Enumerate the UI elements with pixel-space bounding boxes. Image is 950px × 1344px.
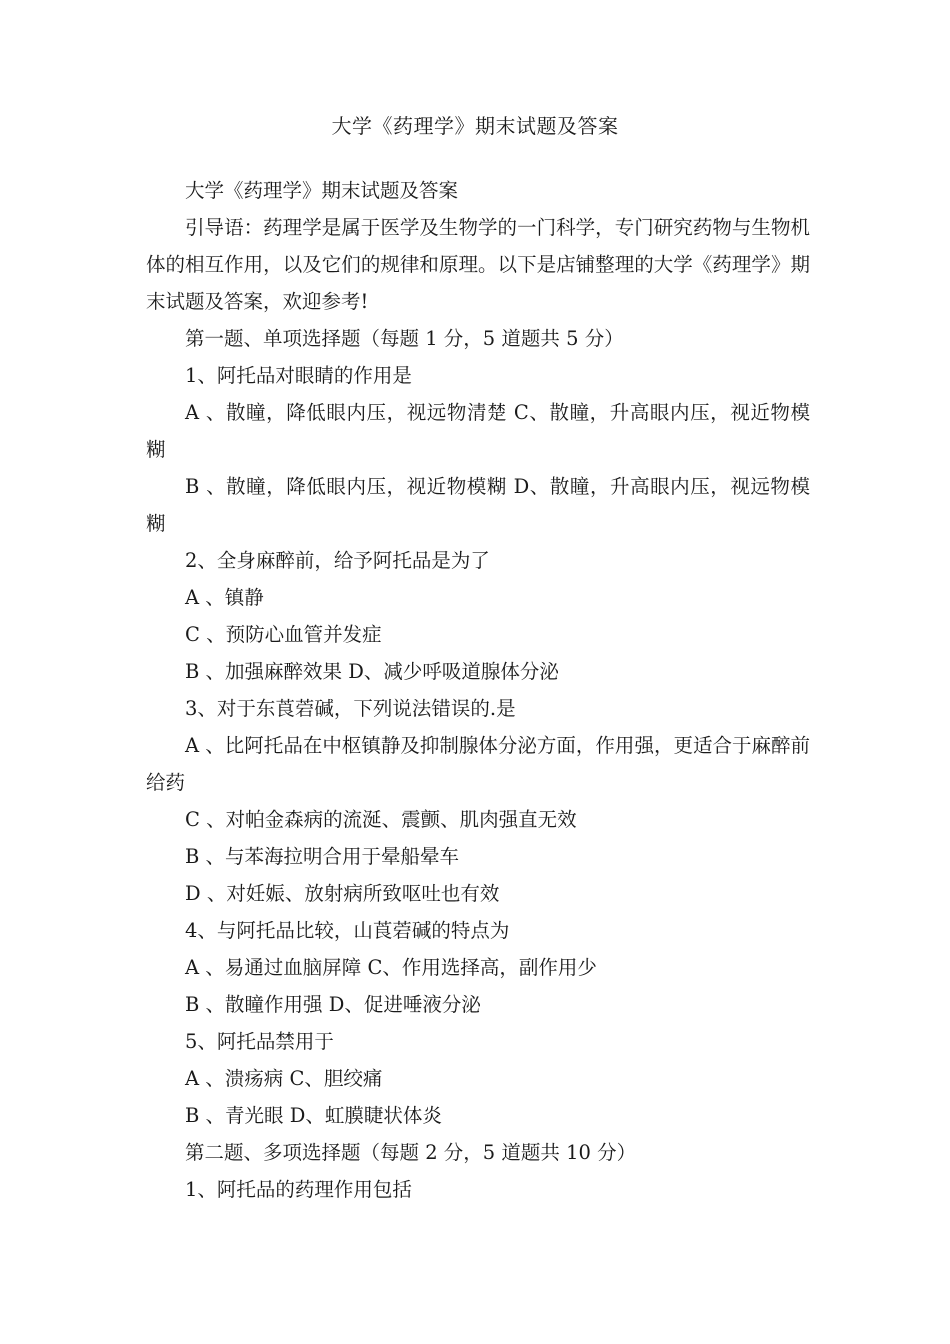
question-3-option-a: A 、比阿托品在中枢镇静及抑制腺体分泌方面，作用强，更适合于麻醉前给药 bbox=[146, 734, 810, 794]
question-1-options-bd: B 、散瞳，降低眼内压，视近物模糊 D、散瞳，升高眼内压，视远物模糊 bbox=[146, 475, 810, 535]
section-heading-single-choice: 第一题、单项选择题（每题 1 分，5 道题共 5 分） bbox=[185, 327, 624, 350]
question-4: 4、与阿托品比较，山莨菪碱的特点为 bbox=[185, 919, 510, 942]
question-5: 5、阿托品禁用于 bbox=[185, 1030, 334, 1053]
question-1: 1、阿托品对眼睛的作用是 bbox=[185, 364, 412, 387]
question-5-options-bd: B 、青光眼 D、虹膜睫状体炎 bbox=[185, 1104, 442, 1127]
question-3: 3、对于东莨菪碱，下列说法错误的.是 bbox=[185, 697, 516, 720]
paragraph-subtitle: 大学《药理学》期末试题及答案 bbox=[185, 179, 459, 202]
question-5-options-ac: A 、溃疡病 C、胆绞痛 bbox=[185, 1067, 383, 1090]
question-2: 2、全身麻醉前，给予阿托品是为了 bbox=[185, 549, 490, 572]
question-1-options-ac: A 、散瞳，降低眼内压，视远物清楚 C、散瞳，升高眼内压，视近物模糊 bbox=[146, 401, 810, 461]
question-4-options-ac: A 、易通过血脑屏障 C、作用选择高，副作用少 bbox=[185, 956, 597, 979]
question-2-option-a: A 、镇静 bbox=[185, 586, 264, 609]
question-3-option-d: D 、对妊娠、放射病所致呕吐也有效 bbox=[185, 882, 500, 905]
question-2-option-c: C 、预防心血管并发症 bbox=[185, 623, 382, 646]
question-4-options-bd: B 、散瞳作用强 D、促进唾液分泌 bbox=[185, 993, 481, 1016]
question-2-options-bd: B 、加强麻醉效果 D、减少呼吸道腺体分泌 bbox=[185, 660, 559, 683]
question-3-option-c: C 、对帕金森病的流涎、震颤、肌肉强直无效 bbox=[185, 808, 577, 831]
section-heading-multiple-choice: 第二题、多项选择题（每题 2 分，5 道题共 10 分） bbox=[185, 1141, 637, 1164]
document-body bbox=[146, 172, 810, 1208]
paragraph-intro: 引导语：药理学是属于医学及生物学的一门科学，专门研究药物与生物机体的相互作用，以及它们的规律和原理。以下是店铺整理的大学《药理学》期末试题及答案，欢迎参考! bbox=[146, 216, 810, 313]
question-3-option-b: B 、与苯海拉明合用于晕船晕车 bbox=[185, 845, 460, 868]
document-title: 大学《药理学》期末试题及答案 bbox=[331, 114, 619, 138]
multi-question-1: 1、阿托品的药理作用包括 bbox=[185, 1178, 412, 1201]
